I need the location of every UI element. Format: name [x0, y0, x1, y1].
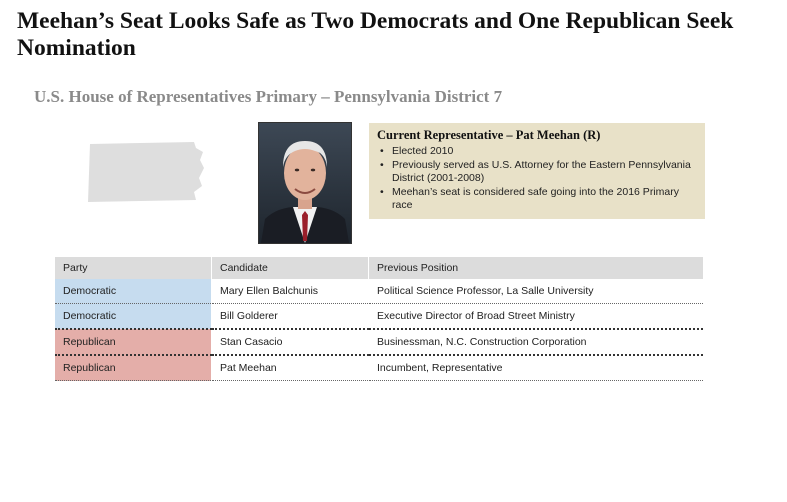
table-header-row [55, 257, 703, 279]
party-cell: Republican [55, 355, 212, 381]
position-cell: Businessman, N.C. Construction Corporation [369, 329, 704, 355]
party-cell: Republican [55, 329, 212, 355]
table-row [55, 329, 703, 355]
column-header-party: Party [55, 257, 212, 279]
position-cell: Political Science Professor, La Salle University [369, 279, 704, 304]
fact-bullet: • Meehan’s seat is considered safe going into the 2016 Primary race [377, 186, 697, 213]
fact-bullet: • Previously served as U.S. Attorney for the Eastern Pennsylvania District (2001-2008) [377, 159, 697, 186]
candidate-cell: Bill Golderer [212, 304, 369, 330]
position-cell: Incumbent, Representative [369, 355, 704, 381]
position-cell: Executive Director of Broad Street Ministry [369, 304, 704, 330]
current-representative-heading: Current Representative – Pat Meehan (R) [377, 128, 601, 142]
candidate-cell: Mary Ellen Balchunis [212, 279, 369, 304]
party-cell: Democratic [55, 304, 212, 330]
candidate-cell: Stan Casacio [212, 329, 369, 355]
column-header-candidate: Candidate [212, 257, 369, 279]
column-header-previous-position: Previous Position [369, 257, 704, 279]
table-row [55, 279, 703, 304]
party-cell: Democratic [55, 279, 212, 304]
candidates-table [55, 257, 703, 381]
pennsylvania-map-icon [82, 140, 208, 204]
page-subtitle: U.S. House of Representatives Primary – Pennsylvania District 7 [34, 87, 503, 106]
representative-photo [258, 122, 352, 244]
table-row [55, 304, 703, 330]
current-representative-box [369, 123, 705, 219]
current-representative-facts [377, 145, 697, 213]
candidate-cell: Pat Meehan [212, 355, 369, 381]
fact-bullet: • Elected 2010 [377, 145, 697, 159]
page-title: Meehan’s Seat Looks Safe as Two Democrats and One Republican Seek Nomination [17, 8, 734, 61]
table-row [55, 355, 703, 381]
